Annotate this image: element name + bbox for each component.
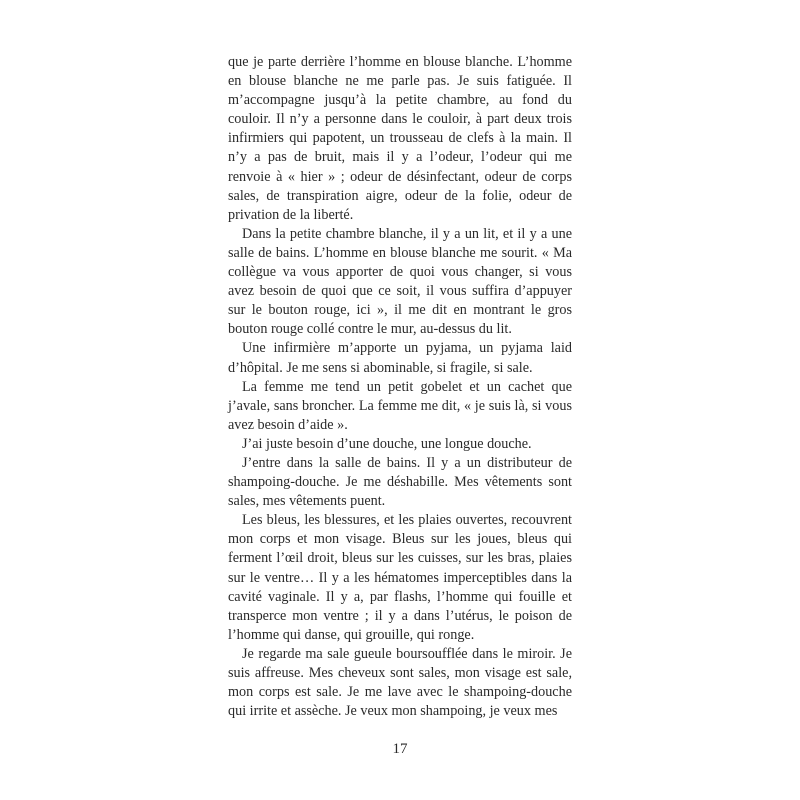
- paragraph-4: La femme me tend un petit gobelet et un cachet que j’avale, sans broncher. La femme me dit, « je suis là, si vous avez besoin d’aide ».: [228, 378, 572, 433]
- paragraph-2: Dans la petite chambre blanche, il y a un lit, et il y a une salle de bains. L’homme en blouse blanche me sourit. « Ma collègue va vous apporter de quoi vous changer, si vous avez besoin de quoi que ce soit, il vous suffira d’appuyer sur le bouton rouge, ici », il me dit en montrant le gros bouton rouge collé contre le mur, au-dessus du lit.: [228, 225, 572, 338]
- paragraph-6: J’entre dans la salle de bains. Il y a un distributeur de shampoing-douche. Je me déshabille. Mes vêtements sont sales, mes vêtements puent.: [228, 454, 572, 510]
- paragraph-5: J’ai juste besoin d’une douche, une longue douche.: [242, 435, 532, 452]
- paragraph-1: que je parte derrière l’homme en blouse blanche. L’homme en blouse blanche ne me parle pas. Je suis fatiguée. Il m’accompagne jusqu’à la petite chambre, au fond du couloir. Il n’y a personne dans le couloir, à part deux trois infirmiers qui papotent, un trousseau de clefs à la main. Il n’y a pas de bruit, mais il y a l’odeur, l’odeur qui me renvoie à « hier » ; odeur de désinfectant, odeur de corps sales, de transpiration aigre, odeur de la folie, odeur de privation de la liberté.: [228, 54, 572, 223]
- paragraph-3: Une infirmière m’apporte un pyjama, un pyjama laid d’hôpital. Je me sens si abominable, si fragile, si sale.: [228, 340, 572, 376]
- paragraph-7: Les bleus, les blessures, et les plaies ouvertes, recouvrent mon corps et mon visage. Bleus sur les joues, bleus qui ferment l’œil droit, bleus sur les cuisses, sur les bras, plaies sur le ventre… Il y a les hématomes imperceptibles dans la cavité vaginale. Il y a, par flashs, l’homme qui fouille et transperce mon ventre ; il y a dans l’utérus, le poison de l’homme qui danse, qui grouille, qui ronge.: [228, 512, 572, 643]
- page-number: 17: [392, 741, 408, 757]
- body-text: [228, 53, 572, 721]
- paragraph-8: Je regarde ma sale gueule boursoufflée dans le miroir. Je suis affreuse. Mes cheveux sont sales, mon visage est sale, mon corps est sale. Je me lave avec le shampoing-douche qui irrite et assèche. Je veux mon shampoing, je veux mes: [228, 645, 572, 720]
